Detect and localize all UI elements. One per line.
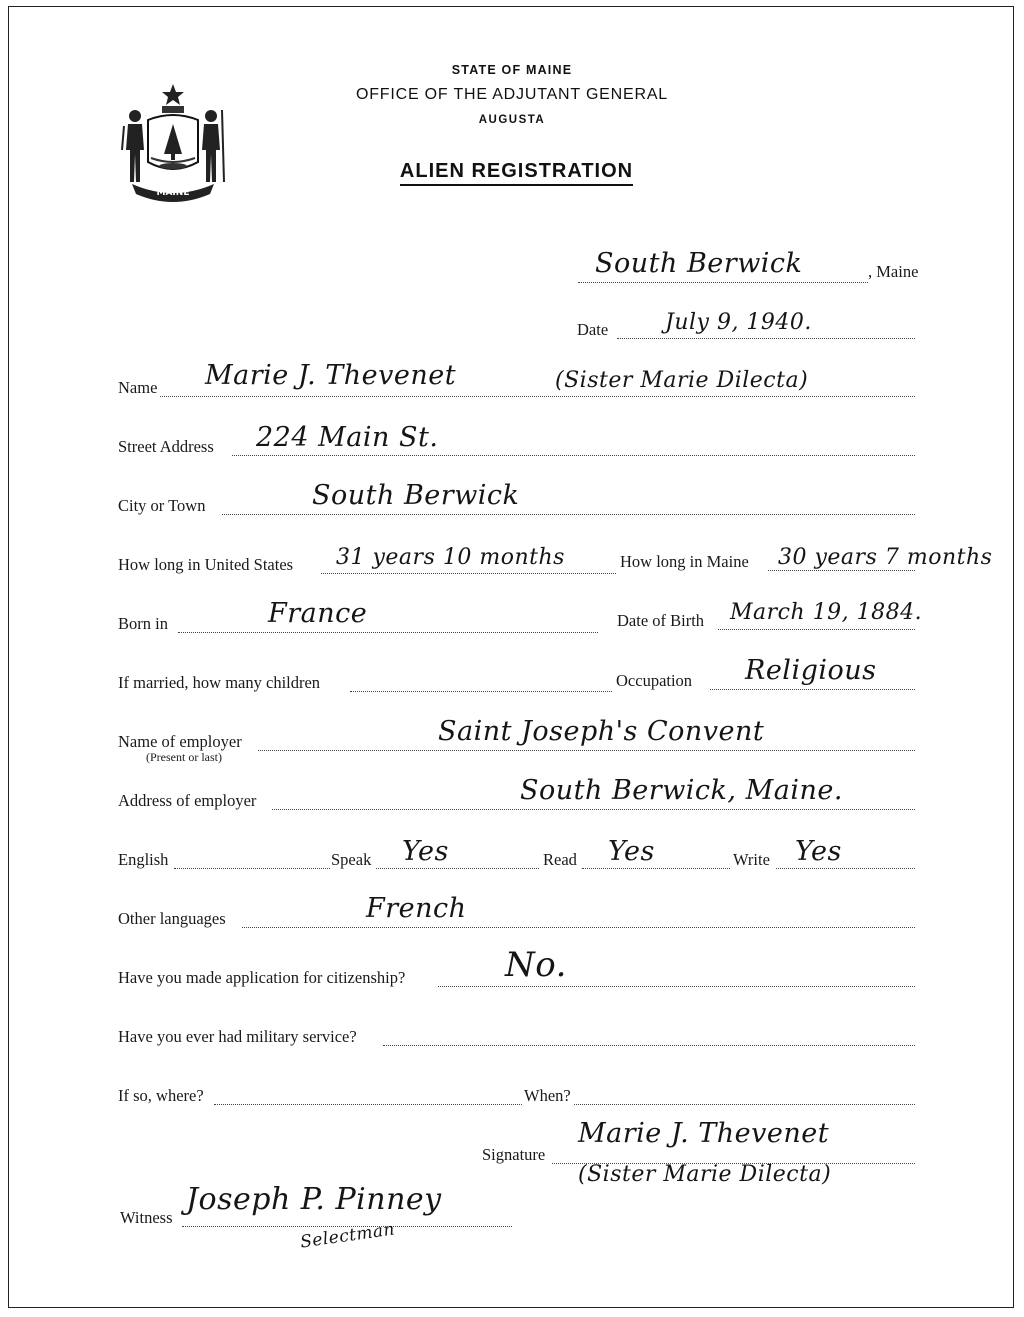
date-of-birth-dotted-line [718, 629, 915, 630]
employer-value: Saint Joseph's Convent [438, 716, 765, 747]
if-so-where-label: If so, where? [118, 1086, 204, 1105]
employer-dotted-line [258, 750, 915, 751]
employer-sublabel: (Present or last) [146, 750, 222, 764]
street-address-value: 224 Main St. [256, 422, 439, 453]
state-heading: STATE OF MAINE [451, 63, 573, 77]
how-long-us-value: 31 years 10 months [336, 545, 565, 570]
write-value: Yes [795, 836, 842, 867]
signature-line2-value: (Sister Marie Dilecta) [578, 1162, 832, 1187]
name-dotted-line [160, 396, 915, 397]
how-long-us-label: How long in United States [118, 555, 294, 574]
witness-title-value: Selectman [299, 1219, 397, 1253]
children-dotted-line [350, 691, 612, 692]
place-dotted-line [578, 282, 868, 283]
employer-address-dotted-line [272, 809, 915, 810]
write-dotted-line [776, 868, 915, 869]
name-label: Name [118, 378, 158, 397]
office-heading: OFFICE OF THE ADJUTANT GENERAL [355, 86, 669, 103]
name-religious-value: (Sister Marie Dilecta) [555, 368, 809, 393]
when-dotted-line [574, 1104, 915, 1105]
signature-line1-value: Marie J. Thevenet [578, 1118, 830, 1149]
how-long-maine-value: 30 years 7 months [778, 545, 993, 570]
name-value: Marie J. Thevenet [205, 360, 457, 391]
speak-value: Yes [402, 836, 449, 867]
street-address-label: Street Address [118, 437, 214, 456]
city-dotted-line [222, 514, 915, 515]
date-value: July 9, 1940. [665, 310, 812, 335]
when-label: When? [524, 1086, 571, 1105]
citizenship-dotted-line [438, 986, 915, 987]
street-address-dotted-line [232, 455, 915, 456]
occupation-dotted-line [710, 689, 915, 690]
date-dotted-line [617, 338, 915, 339]
place-state-label: , Maine [868, 262, 919, 281]
city-heading: AUGUSTA [478, 114, 546, 126]
how-long-maine-label: How long in Maine [620, 552, 749, 571]
born-in-label: Born in [118, 614, 168, 633]
place-town-value: South Berwick [595, 248, 803, 279]
occupation-value: Religious [745, 655, 877, 686]
born-in-value: France [268, 598, 368, 629]
other-languages-label: Other languages [118, 909, 226, 928]
write-label: Write [733, 850, 770, 869]
english-label: English [118, 850, 169, 869]
children-label: If married, how many children [118, 673, 321, 692]
employer-label: Name of employer [118, 732, 242, 751]
citizenship-label: Have you made application for citizenship? [118, 968, 406, 987]
city-label: City or Town [118, 496, 206, 515]
if-so-where-dotted-line [214, 1104, 522, 1105]
witness-value: Joseph P. Pinney [186, 1182, 442, 1217]
speak-dotted-line [376, 868, 539, 869]
english-dotted-line [174, 868, 330, 869]
military-dotted-line [383, 1045, 915, 1046]
city-value: South Berwick [312, 480, 520, 511]
occupation-label: Occupation [616, 671, 693, 690]
other-languages-value: French [366, 893, 467, 924]
citizenship-value: No. [505, 945, 567, 985]
how-long-maine-dotted-line [768, 570, 915, 571]
read-value: Yes [608, 836, 655, 867]
employer-address-value: South Berwick, Maine. [520, 775, 843, 806]
signature-label: Signature [482, 1145, 546, 1164]
how-long-us-dotted-line [321, 573, 616, 574]
born-in-dotted-line [178, 632, 598, 633]
read-label: Read [543, 850, 577, 869]
date-label: Date [577, 320, 609, 339]
military-label: Have you ever had military service? [118, 1027, 357, 1046]
speak-label: Speak [331, 850, 372, 869]
form-title: ALIEN REGISTRATION [0, 160, 1024, 183]
other-languages-dotted-line [242, 927, 915, 928]
employer-address-label: Address of employer [118, 791, 257, 810]
read-dotted-line [582, 868, 730, 869]
witness-label: Witness [120, 1208, 173, 1227]
seal-banner-text: MAINE [156, 188, 190, 198]
date-of-birth-value: March 19, 1884. [730, 600, 923, 625]
date-of-birth-label: Date of Birth [617, 611, 705, 630]
